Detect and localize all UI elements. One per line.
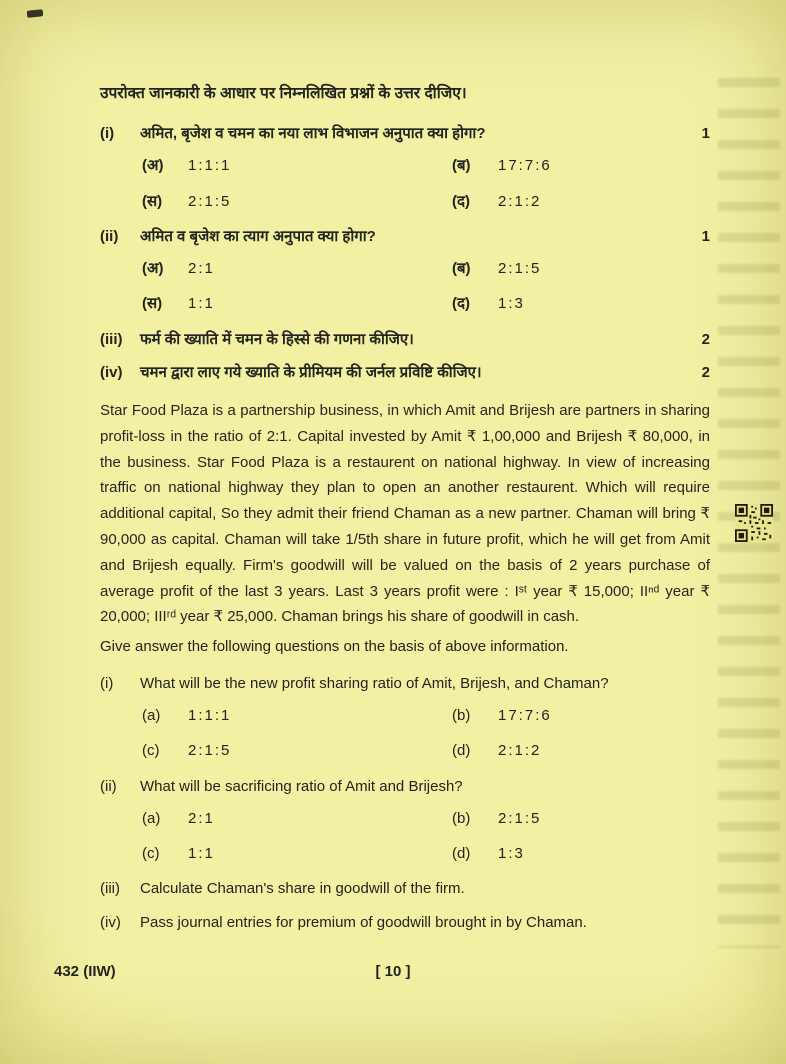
question-text: Pass journal entries for premium of goodwill brought in by Chaman. bbox=[140, 913, 587, 931]
option-a bbox=[142, 704, 452, 727]
question-number: (ii) bbox=[100, 777, 117, 795]
give-answer-line: Give answer the following questions on the basis of above information. bbox=[100, 638, 569, 656]
option-a bbox=[142, 257, 452, 280]
option-label: (ब) bbox=[452, 260, 471, 278]
option-c bbox=[142, 842, 452, 865]
option-a bbox=[142, 807, 452, 830]
option-d bbox=[452, 739, 710, 762]
question-marks: 2 bbox=[701, 363, 710, 381]
question-number: (iv) bbox=[100, 913, 121, 931]
option-label: (द) bbox=[452, 192, 470, 210]
question-text: What will be sacrificing ratio of Amit and Brijesh? bbox=[140, 777, 463, 795]
hindi-question-2 bbox=[100, 225, 710, 316]
option-value: 2:1:2 bbox=[498, 192, 542, 210]
option-d bbox=[452, 842, 710, 865]
option-c bbox=[142, 739, 452, 762]
option-value: 2:1:5 bbox=[188, 742, 232, 760]
option-value: 17:7:6 bbox=[498, 707, 552, 725]
english-question-3 bbox=[100, 877, 710, 900]
question-text: What will be the new profit sharing ratio of Amit, Brijesh, and Chaman? bbox=[140, 674, 609, 692]
question-number: (ii) bbox=[100, 227, 119, 245]
question-text: अमित व बृजेश का त्याग अनुपात क्या होगा? bbox=[140, 227, 376, 245]
option-label: (b) bbox=[452, 707, 471, 725]
option-value: 2:1:5 bbox=[498, 809, 542, 827]
question-marks: 2 bbox=[701, 330, 710, 348]
option-value: 2:1:5 bbox=[188, 192, 232, 210]
question-text: Calculate Chaman's share in goodwill of the firm. bbox=[140, 880, 465, 898]
question-number: (i) bbox=[100, 674, 114, 692]
option-b bbox=[452, 704, 710, 727]
scan-artifact-mark bbox=[27, 9, 44, 18]
option-value: 2:1 bbox=[188, 809, 215, 827]
english-question-4 bbox=[100, 911, 710, 934]
option-a bbox=[142, 154, 452, 177]
option-value: 17:7:6 bbox=[498, 157, 552, 175]
option-label: (c) bbox=[142, 742, 160, 760]
option-value: 1:1 bbox=[188, 295, 215, 313]
question-marks: 1 bbox=[701, 227, 710, 245]
option-value: 1:1:1 bbox=[188, 157, 232, 175]
page-content bbox=[100, 82, 710, 934]
option-value: 2:1:5 bbox=[498, 260, 542, 278]
question-marks: 1 bbox=[701, 125, 710, 143]
option-label: (अ) bbox=[142, 157, 164, 175]
question-text: फर्म की ख्याति में चमन के हिस्से की गणना कीजिए। bbox=[140, 330, 414, 348]
question-number: (iii) bbox=[100, 880, 120, 898]
option-c bbox=[142, 292, 452, 315]
option-value: 1:3 bbox=[498, 845, 525, 863]
option-label: (b) bbox=[452, 809, 471, 827]
option-label: (d) bbox=[452, 742, 471, 760]
hindi-intro-line: उपरोक्त जानकारी के आधार पर निम्नलिखित प्रश्नों के उत्तर दीजिए। bbox=[100, 85, 467, 102]
option-label: (a) bbox=[142, 707, 161, 725]
option-value: 1:3 bbox=[498, 295, 525, 313]
question-number: (iv) bbox=[100, 363, 123, 381]
question-number: (iii) bbox=[100, 330, 123, 348]
option-value: 2:1 bbox=[188, 260, 215, 278]
hindi-question-4 bbox=[100, 361, 710, 384]
option-label: (द) bbox=[452, 295, 470, 313]
english-question-2 bbox=[100, 775, 710, 866]
english-question-1 bbox=[100, 672, 710, 763]
option-b bbox=[452, 257, 710, 280]
qr-code bbox=[735, 504, 773, 542]
option-value: 2:1:2 bbox=[498, 742, 542, 760]
option-label: (स) bbox=[142, 192, 163, 210]
question-text: चमन द्वारा लाए गये ख्याति के प्रीमियम की जर्नल प्रविष्टि कीजिए। bbox=[140, 363, 482, 381]
option-label: (d) bbox=[452, 845, 471, 863]
option-value: 1:1:1 bbox=[188, 707, 232, 725]
option-d bbox=[452, 190, 710, 213]
option-b bbox=[452, 154, 710, 177]
option-label: (a) bbox=[142, 809, 161, 827]
option-label: (ब) bbox=[452, 157, 471, 175]
option-d bbox=[452, 292, 710, 315]
option-label: (c) bbox=[142, 845, 160, 863]
paper-code: 432 (IIW) bbox=[54, 963, 116, 980]
question-number: (i) bbox=[100, 125, 115, 143]
question-text: अमित, बृजेश व चमन का नया लाभ विभाजन अनुपात क्या होगा? bbox=[140, 125, 486, 143]
hindi-question-3 bbox=[100, 328, 710, 351]
hindi-question-1 bbox=[100, 122, 710, 213]
option-c bbox=[142, 190, 452, 213]
option-label: (स) bbox=[142, 295, 163, 313]
option-label: (अ) bbox=[142, 260, 164, 278]
option-b bbox=[452, 807, 710, 830]
option-value: 1:1 bbox=[188, 845, 215, 863]
page-number: [ 10 ] bbox=[375, 963, 411, 980]
case-study-paragraph: Star Food Plaza is a partnership business, in which Amit and Brijesh are partners in sharing profit-loss in the ratio of 2:1. Capital invested by Amit ₹ 1,00,000 and Brijesh ₹ 80,000, in the business. Star Food Plaza is a restaurent on national highway. In view of increasing traffic on national highway they plan to open an another restaurent. Which will require additional capital, So they admit their friend Chaman as a new partner. Chaman will bring ₹ 90,000 as capital. Chaman will take 1/5th share in future profit, which he will get from Amit and Brijesh equally. Firm's goodwill will be valued on the basis of 2 years purchase of average profit of the last 3 years. Last 3 years profit were : Iˢᵗ year ₹ 15,000; IIⁿᵈ year ₹ 20,000; IIIʳᵈ year ₹ 25,000. Chaman brings his share of goodwill in cash. bbox=[100, 402, 710, 626]
